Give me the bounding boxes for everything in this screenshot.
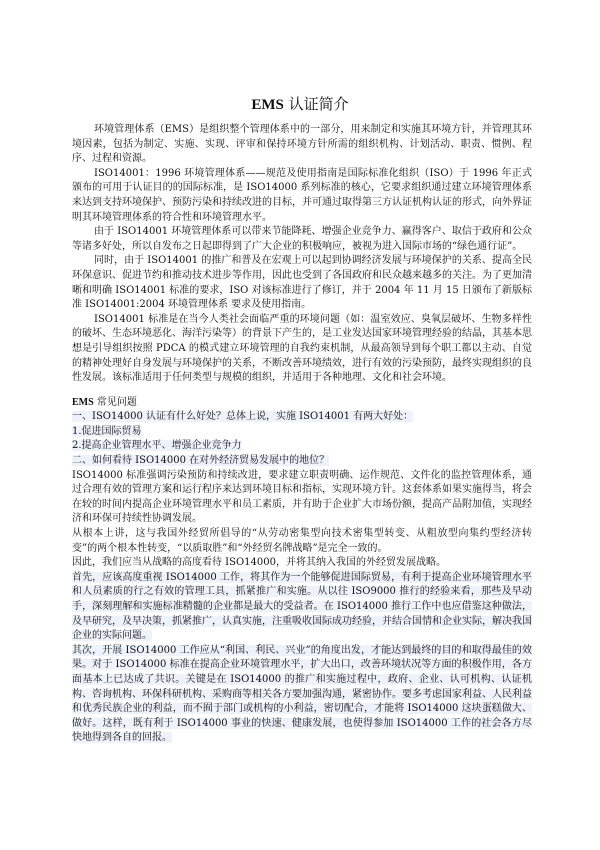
intro-paragraph: 由于 ISO14001 环境管理体系可以带来节能降耗、增强企业竞争力、赢得客户、取信于政府和公众等诸多好处，所以自发布之日起即得到了广大企业的积极响应，被视为进入国际市场的“绿色通行证”。 — [72, 226, 532, 252]
faq-paragraph: 因此，我们应当从战略的高度看待 ISO14000，并将其纳入我国的外经贸发展战略。 — [72, 557, 446, 569]
faq-first-point: 首先，应该高度重视 ISO14000 工作，将其作为一个能够促进国际贸易，有利于提高企业环境管理水平和人员素质的行之有效的管理工具，抓紧推广和实施。从以往 ISO9000 推行的经验来看，那些及早动手，深刻理解和实施标准精髓的企业都是最大的受益者。在 ISO14000 推行工作中也应借鉴这种做法，及早研究，及早决策，抓紧推广，认真实施，注重吸收国际成功经验，并结合国情和企业实际，解决我国企业的实际问题。 — [72, 571, 532, 642]
document-title — [0, 93, 600, 114]
faq-heading-text: 常见问题 — [93, 396, 137, 408]
faq-question-1: 一、ISO14000 认证有什么好处？总体上说，实施 ISO14001 有两大好处： — [72, 411, 414, 423]
faq-line — [72, 439, 532, 454]
faq-benefit-1: 1.促进国际贸易 — [72, 425, 142, 437]
intro-paragraph: ISO14001：1996 环境管理体系——规范及使用指南是国际标准化组织（ISO）于 1996 年正式颁布的可用于认证目的的国际标准，是 ISO14000 系列标准的核心，它要求组织通过建立环境管理体系来达到支持环境保护、预防污染和持续改进的目标，并可通过取得第三方认证机构认证的形式，向外界证明其环境管理体系的符合性和环境管理水平。 — [72, 167, 532, 223]
faq-paragraph — [72, 571, 532, 644]
intro-paragraph: 同时，由于 ISO14001 的推广和普及在宏观上可以起到协调经济发展与环境保护的关系、提高全民环保意识、促进节约和推动技术进步等作用，因此也受到了各国政府和民众越来越多的关注。为了更加清晰和明确 ISO14001 标准的要求，ISO 对该标准进行了修订，并于 2004 年 11 月 15 日颁布了新版标准 ISO14001:2004 环境管理体系 要求及使用指南。 — [72, 255, 532, 311]
faq-paragraph: ISO14000 标准强调污染预防和持续改进，要求建立职责明确、运作规范、文件化的监控管理体系，通过合理有效的管理方案和运行程序来达到环境目标和指标，实现环境方针。这套体系如果实施得当，将会在较的时间内提高企业环境管理水平和员工素质，并有助于企业扩大市场份额，提高产品附加值，实现经济和环保可持续性协调发展。 — [72, 469, 532, 525]
faq-line — [72, 454, 532, 469]
title-text: 认证简介 — [283, 95, 349, 113]
faq-question-2: 二、如何看待 ISO14000 在对外经济贸易发展中的地位？ — [72, 455, 330, 467]
faq-line — [72, 410, 532, 425]
faq-paragraph: 从根本上讲，这与我国外经贸所倡导的“从劳动密集型向技术密集型转变、从粗放型向集约型经济转变”的两个根本性转变，“以质取胜”和“外经贸名牌战略”是完全一致的。 — [72, 528, 532, 554]
intro-paragraph: 环境管理体系（EMS）是组织整个管理体系中的一部分，用来制定和实施其环境方针，并管理其环境因素，包括为制定、实施、实现、评审和保持环境方针所需的组织机构、计划活动、职责、惯例、程序、过程和资源。 — [72, 124, 532, 165]
faq-second-point: 其次，开展 ISO14000 工作应从“利国、利民、兴业”的角度出发，才能达到最终的目的和取得最佳的效果。对于 ISO14000 标准在提高企业环境管理水平，扩大出口，改善环境状况等方面的积极作用，各方面基本上已达成了共识。关键是在 ISO14000 的推广和实施过程中，政府、企业、认可机构、认证机构、咨询机构、环保科研机构、采购商等相关各方要加强沟通，紧密协作。要多考虑国家利益、人民利益和优秀民族企业的利益，而不囿于部门或机构的小利益，密切配合，才能将 ISO14000 这块蛋糕做大、做好。这样，既有利于 ISO14000 事业的快速、健康发展，也使得参加 ISO14000 工作的社会各方尽快地得到各自的回报。 — [72, 644, 532, 744]
document-body — [72, 123, 532, 746]
faq-line — [72, 425, 532, 440]
intro-paragraph: ISO14001 标准是在当今人类社会面临严重的环境问题（如：温室效应、臭氧层破坏、生物多样性的破坏、生态环境恶化、海洋污染等）的背景下产生的，是工业发达国家环境管理经验的结晶，其基本思想是引导组织按照 PDCA 的模式建立环境管理的自我约束机制，从最高领导到每个职工都以主动、自觉的精神处理好自身发展与环境保护的关系，不断改善环境绩效，进行有效的污染预防，最终实现组织的良性发展。该标准适用于任何类型与规模的组织，并适用于各种地理、文化和社会环境。 — [72, 313, 532, 384]
faq-heading-bold: EMS — [72, 396, 94, 408]
faq-heading — [72, 396, 532, 411]
faq-benefit-2: 2.提高企业管理水平、增强企业竞争力 — [72, 440, 242, 452]
faq-paragraph — [72, 644, 532, 746]
title-bold: EMS — [251, 97, 284, 113]
